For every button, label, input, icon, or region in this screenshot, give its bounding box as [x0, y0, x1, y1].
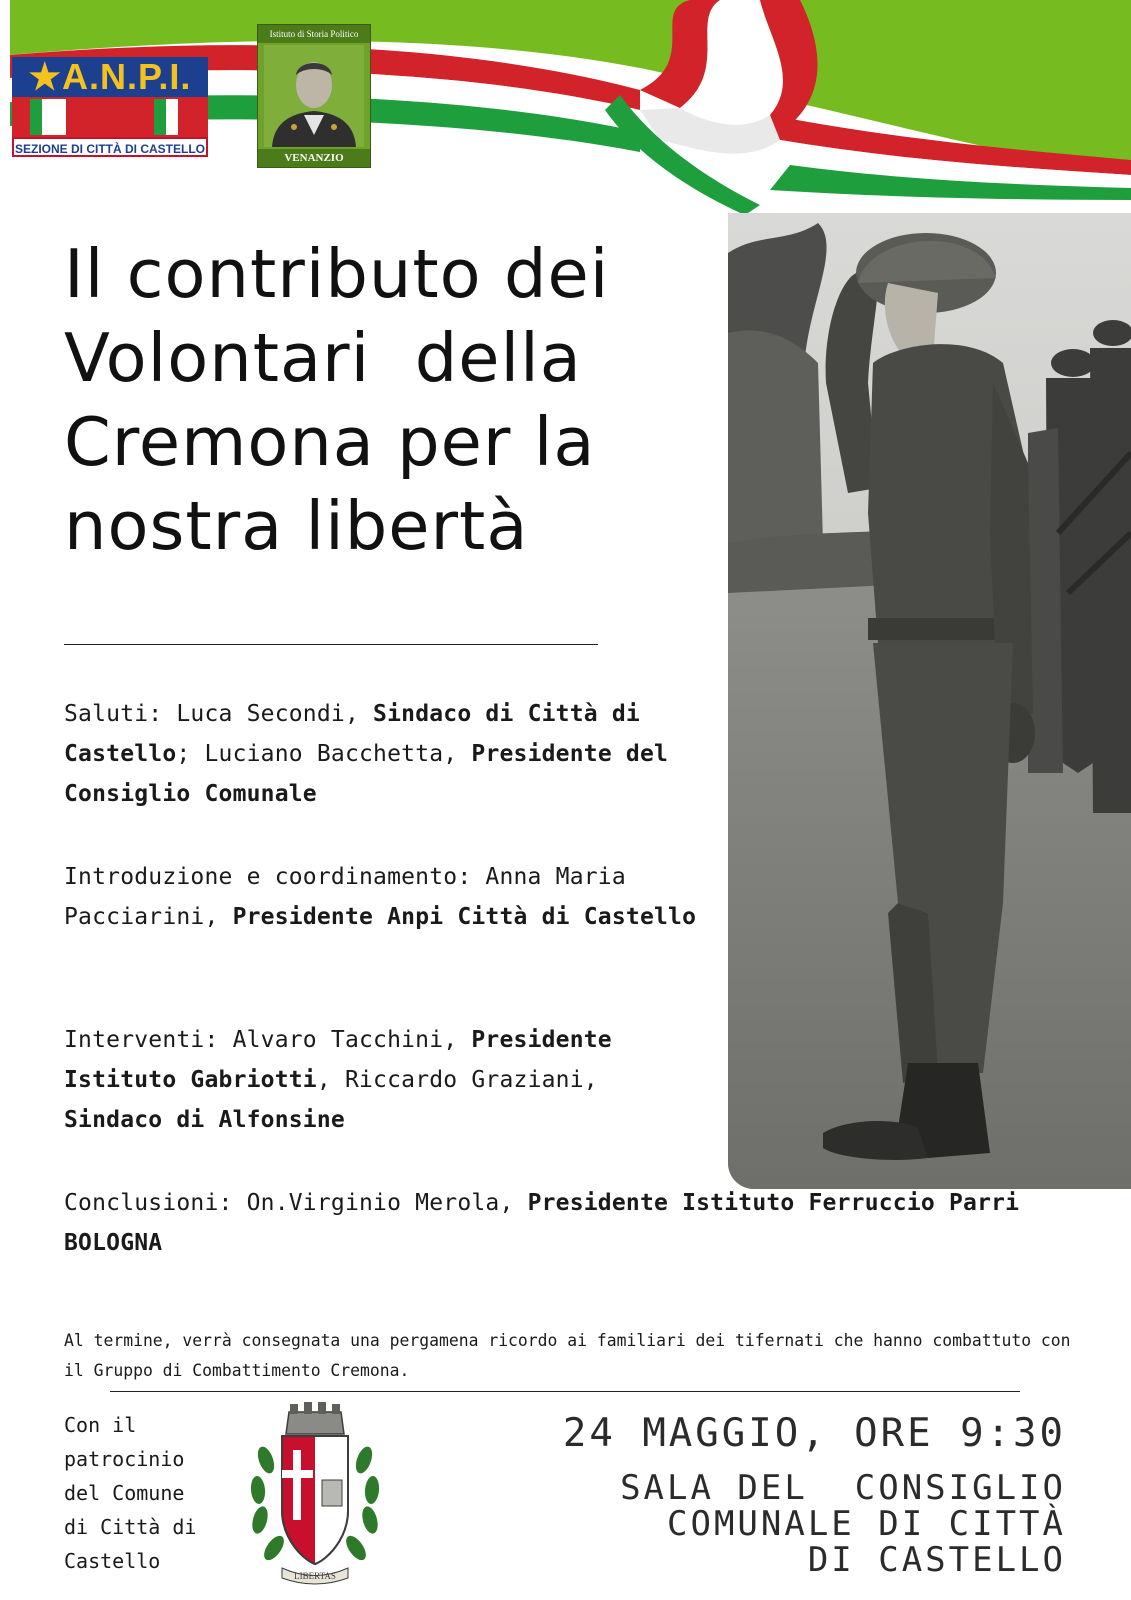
citta-di-castello-coat-of-arms-icon [244, 1400, 386, 1586]
title-line: Il contributo dei [64, 235, 610, 313]
anpi-section-label: SEZIONE DI CITTÀ DI CASTELLO [12, 137, 208, 157]
interventi-block [64, 1020, 704, 1140]
venue-line: DI CASTELLO [807, 1540, 1066, 1580]
istituto-person-label: VENANZIO GABRIOTTI [258, 149, 370, 167]
interventi-text: , Riccardo Graziani, [316, 1067, 612, 1093]
introduzione-role: Presidente Anpi Città di Castello [232, 904, 697, 930]
saluting-soldier-photo [728, 213, 1131, 1189]
venue-line: SALA DEL CONSIGLIO [620, 1468, 1066, 1508]
interventi-text: Interventi: Alvaro Tacchini, [64, 1027, 472, 1053]
patrocinio-line: di Città di [64, 1515, 197, 1539]
istituto-gabriotti-logo [257, 24, 371, 182]
interventi-role: Sindaco di Alfonsine [64, 1107, 345, 1133]
title-line: Volontari della [64, 319, 582, 397]
istituto-name-label: Istituto di Storia Politico [258, 25, 370, 43]
introduzione-text: Introduzione e coordinamento: Anna Maria Pacciarini, [64, 864, 640, 930]
event-venue [500, 1470, 1066, 1578]
anpi-logo [12, 57, 208, 157]
title-line: Cremona per la [64, 403, 596, 481]
conclusioni-block [64, 1183, 1074, 1263]
gabriotti-portrait-icon [264, 45, 364, 147]
pergamena-note: Al termine, verrà consegnata una pergamena ricordo ai familiari dei tifernati che hanno combattuto con il Gruppo di Combattimento Cremona. [64, 1331, 1071, 1380]
stemma-motto: LIBERTAS [294, 1571, 336, 1581]
patrocinio-text [64, 1408, 234, 1578]
introduzione-block [64, 857, 704, 937]
patrocinio-line: del Comune [64, 1481, 185, 1505]
saluti-role: Sindaco di Città di Castello [64, 701, 640, 767]
interventi-role: Presidente Istituto Gabriotti [64, 1027, 612, 1093]
anpi-logo-title: ★A.N.P.I. [12, 57, 208, 97]
title-line: nostra libertà [64, 487, 529, 565]
venue-line: COMUNALE DI CITTÀ [667, 1504, 1066, 1544]
conclusioni-role: Presidente Istituto Ferruccio Parri BOLOGNA [64, 1190, 1020, 1256]
patrocinio-line: Con il [64, 1413, 137, 1437]
saluti-text: Saluti: Luca Secondi, [64, 701, 374, 727]
page-title [64, 232, 694, 568]
saluti-block [64, 694, 704, 814]
saluti-text: ; Luciano Bacchetta, [176, 741, 472, 767]
event-date-time: 24 MAGGIO, ORE 9:30 [562, 1411, 1066, 1456]
footer-divider [110, 1391, 1020, 1392]
conclusioni-text: Conclusioni: On.Virginio Merola, [64, 1190, 528, 1216]
saluti-role: Presidente del Consiglio Comunale [64, 741, 669, 807]
patrocinio-line: patrocinio [64, 1447, 185, 1471]
patrocinio-line: Castello [64, 1549, 161, 1573]
title-divider [64, 644, 598, 645]
anpi-flag-emblem [12, 97, 208, 137]
